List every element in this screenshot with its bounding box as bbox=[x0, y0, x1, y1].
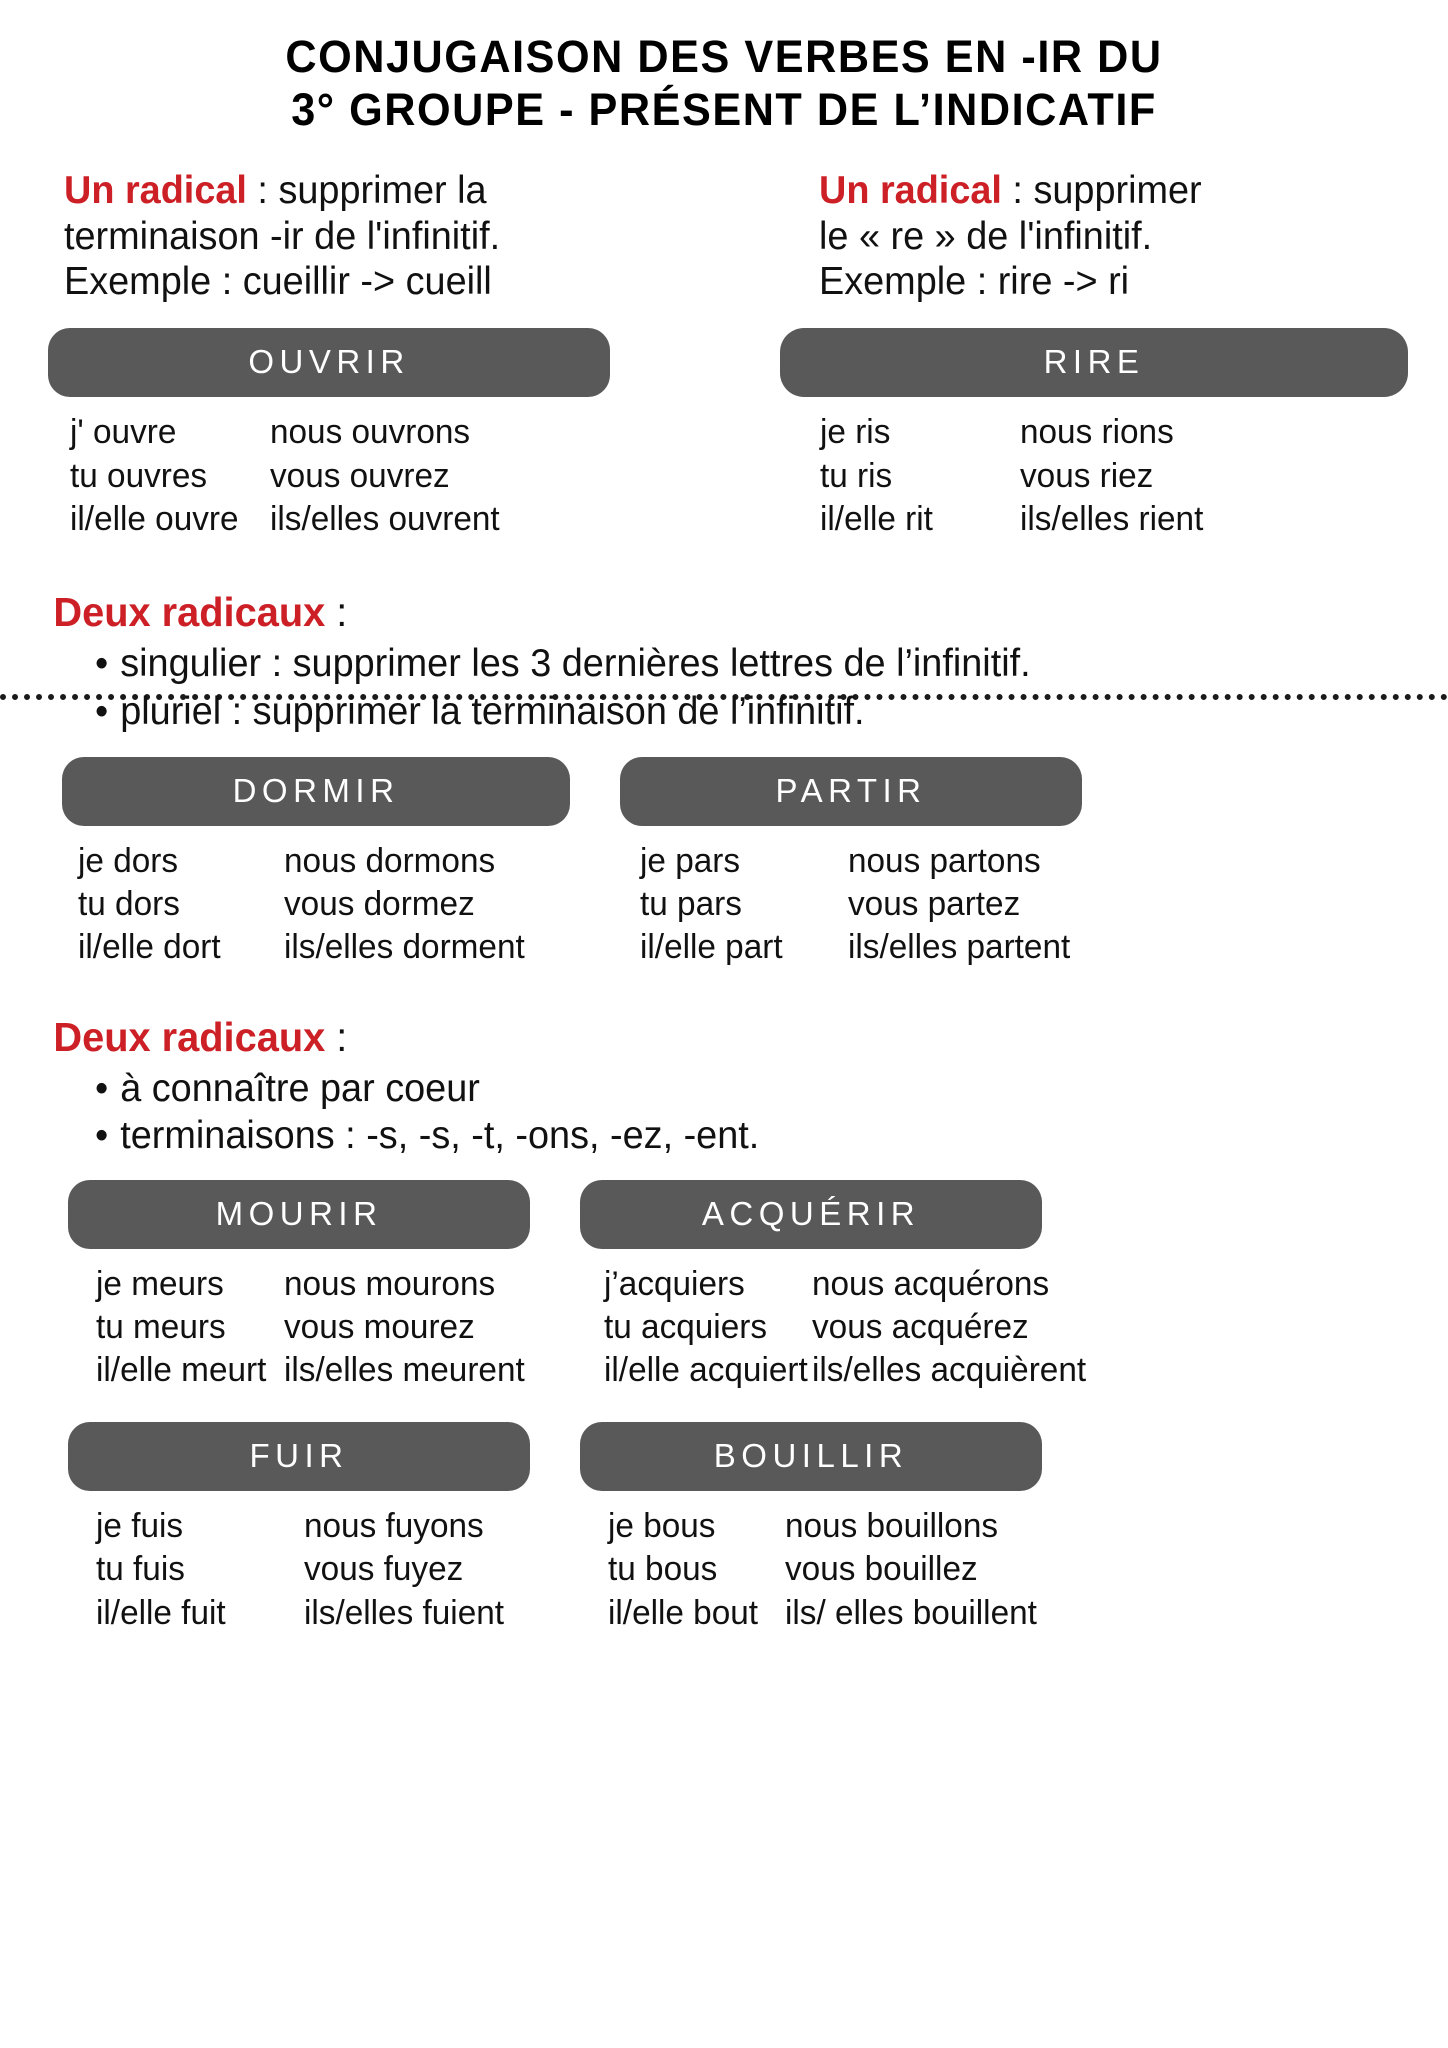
bullet-dot-icon: • bbox=[95, 641, 109, 685]
verb-row-mourir-acquerir bbox=[0, 1180, 1448, 1393]
conjugation-column-singular bbox=[820, 411, 1020, 541]
rule-block-one-radical-re bbox=[743, 168, 1422, 304]
conjugation-column-plural bbox=[785, 1505, 1042, 1635]
conjugation-table-ouvrir bbox=[48, 411, 610, 541]
conjugation-line: il/elle fuit bbox=[96, 1593, 226, 1632]
conjugation-line: il/elle bout bbox=[608, 1593, 759, 1632]
bullet-item bbox=[95, 1112, 1407, 1160]
conjugation-line: je bous bbox=[608, 1507, 716, 1546]
rule-line-1-rest: : supprimer bbox=[1001, 169, 1202, 213]
bullet-text: à connaître par coeur bbox=[120, 1066, 480, 1110]
conjugation-column-singular bbox=[70, 411, 270, 541]
conjugation-table-mourir bbox=[68, 1263, 530, 1393]
conjugation-table-bouillir bbox=[580, 1505, 1042, 1635]
section-colon: : bbox=[325, 588, 348, 635]
bullet-item bbox=[95, 640, 1407, 688]
conjugation-line: vous acquérez bbox=[811, 1307, 1029, 1346]
conjugation-line: vous dormez bbox=[284, 885, 475, 924]
section-deux-radicaux-2 bbox=[0, 1014, 1448, 1160]
conjugation-line: nous acquérons bbox=[811, 1264, 1050, 1303]
section-label-deux-radicaux: Deux radicaux bbox=[53, 588, 326, 635]
conjugation-line: j' ouvre bbox=[70, 413, 177, 452]
rule-label-un-radical: Un radical bbox=[819, 169, 1002, 213]
conjugation-column-singular bbox=[608, 1505, 785, 1635]
conjugation-line: tu bous bbox=[608, 1550, 718, 1589]
verb-header-bouillir[interactable]: BOUILLIR bbox=[580, 1422, 1042, 1491]
bullet-text: terminaisons : -s, -s, -t, -ons, -ez, -ent. bbox=[120, 1114, 760, 1158]
conjugation-line: ils/elles dorment bbox=[284, 928, 525, 967]
conjugation-line: ils/elles ouvrent bbox=[270, 499, 500, 538]
conjugation-line: nous partons bbox=[848, 842, 1041, 881]
page-title-line-2: 3° GROUPE - PRÉSENT DE L’INDICATIF bbox=[291, 84, 1157, 136]
rule-line-2: terminaison -ir de l'infinitif. bbox=[64, 214, 501, 258]
conjugation-line: tu acquiers bbox=[604, 1307, 768, 1346]
conjugation-column-singular bbox=[96, 1505, 304, 1635]
conjugation-line: ils/elles fuient bbox=[304, 1593, 505, 1632]
conjugation-table-rire bbox=[780, 411, 1408, 541]
conjugation-line: je ris bbox=[820, 413, 891, 452]
rule-line-1 bbox=[64, 168, 723, 213]
conjugation-column-plural bbox=[304, 1505, 508, 1635]
rule-block-one-radical-ir bbox=[64, 168, 743, 304]
conjugation-line: je meurs bbox=[96, 1264, 224, 1303]
conjugation-column-plural bbox=[284, 840, 530, 970]
conjugation-column-plural bbox=[284, 1263, 530, 1393]
conjugation-line: nous bouillons bbox=[784, 1507, 999, 1546]
conjugation-column-plural bbox=[270, 411, 504, 541]
conjugation-line: nous rions bbox=[1020, 413, 1174, 452]
conjugation-line: ils/elles rient bbox=[1020, 499, 1204, 538]
conjugation-line: nous dormons bbox=[284, 842, 496, 881]
verb-header-rire[interactable]: RIRE bbox=[780, 328, 1408, 397]
rule-line-3-example: Exemple : rire -> ri bbox=[819, 260, 1130, 304]
conjugation-line: ils/ elles bouillent bbox=[784, 1593, 1037, 1632]
conjugation-line: nous mourons bbox=[284, 1264, 496, 1303]
conjugation-table-partir bbox=[620, 840, 1082, 970]
verb-row-ouvrir-rire bbox=[0, 328, 1448, 541]
rule-label-un-radical: Un radical bbox=[64, 169, 247, 213]
verb-card-fuir bbox=[68, 1422, 530, 1635]
conjugation-line: ils/elles acquièrent bbox=[811, 1351, 1086, 1390]
conjugation-line: tu meurs bbox=[96, 1307, 226, 1346]
conjugation-line: il/elle rit bbox=[820, 499, 933, 538]
conjugation-line: j’acquiers bbox=[604, 1264, 745, 1303]
section-heading bbox=[0, 1014, 1405, 1061]
conjugation-line: je dors bbox=[78, 842, 179, 881]
verb-header-mourir[interactable]: MOURIR bbox=[68, 1180, 530, 1249]
conjugation-line: vous fuyez bbox=[304, 1550, 464, 1589]
conjugation-table-dormir bbox=[62, 840, 570, 970]
bullet-text: pluriel : supprimer la terminaison de l’infinitif. bbox=[120, 689, 865, 733]
conjugation-column-plural bbox=[1020, 411, 1207, 541]
verb-card-partir bbox=[620, 757, 1082, 970]
conjugation-line: nous fuyons bbox=[304, 1507, 484, 1546]
bullet-text: singulier : supprimer les 3 dernières lettres de l’infinitif. bbox=[120, 641, 1031, 685]
conjugation-table-acquerir bbox=[580, 1263, 1086, 1393]
conjugation-line: il/elle meurt bbox=[96, 1351, 267, 1390]
conjugation-table-fuir bbox=[68, 1505, 530, 1635]
conjugation-line: vous partez bbox=[848, 885, 1021, 924]
page-title-line-1: CONJUGAISON DES VERBES EN -IR DU bbox=[285, 31, 1163, 82]
conjugation-line: tu ris bbox=[820, 456, 893, 495]
section-bullet-list bbox=[0, 640, 1448, 735]
conjugation-line: il/elle dort bbox=[78, 928, 221, 967]
bullet-item bbox=[95, 1065, 1407, 1113]
conjugation-column-plural bbox=[812, 1263, 1092, 1393]
conjugation-column-singular bbox=[604, 1263, 812, 1393]
verb-header-acquerir[interactable]: ACQUÉRIR bbox=[580, 1180, 1042, 1249]
conjugation-line: il/elle acquiert bbox=[604, 1351, 808, 1390]
verb-card-bouillir bbox=[580, 1422, 1042, 1635]
verb-card-acquerir bbox=[580, 1180, 1086, 1393]
conjugation-column-singular bbox=[96, 1263, 284, 1393]
conjugation-line: je pars bbox=[640, 842, 741, 881]
verb-card-rire bbox=[610, 328, 1448, 541]
bullet-dot-icon: • bbox=[95, 1066, 109, 1110]
conjugation-line: tu ouvres bbox=[70, 456, 208, 495]
rule-line-2: le « re » de l'infinitif. bbox=[819, 214, 1153, 258]
conjugation-line: je fuis bbox=[96, 1507, 184, 1546]
conjugation-line: vous bouillez bbox=[784, 1550, 978, 1589]
verb-header-fuir[interactable]: FUIR bbox=[68, 1422, 530, 1491]
verb-card-mourir bbox=[68, 1180, 530, 1393]
verb-card-dormir bbox=[62, 757, 570, 970]
conjugation-line: il/elle part bbox=[640, 928, 783, 967]
top-rules-row bbox=[0, 168, 1448, 304]
conjugation-line: vous riez bbox=[1020, 456, 1154, 495]
section-deux-radicaux-1 bbox=[0, 589, 1448, 735]
section-label-deux-radicaux: Deux radicaux bbox=[53, 1013, 326, 1060]
conjugation-line: nous ouvrons bbox=[270, 413, 471, 452]
bullet-dot-icon: • bbox=[95, 689, 109, 733]
section-bullet-list bbox=[0, 1065, 1448, 1160]
conjugation-line: vous ouvrez bbox=[270, 456, 450, 495]
conjugation-line: ils/elles meurent bbox=[284, 1351, 526, 1390]
verb-header-partir[interactable]: PARTIR bbox=[620, 757, 1082, 826]
conjugation-line: vous mourez bbox=[284, 1307, 476, 1346]
rule-line-3-example: Exemple : cueillir -> cueill bbox=[64, 260, 492, 304]
verb-row-fuir-bouillir bbox=[0, 1422, 1448, 1635]
verb-header-dormir[interactable]: DORMIR bbox=[62, 757, 570, 826]
section-heading bbox=[0, 589, 1405, 636]
conjugation-line: ils/elles partent bbox=[848, 928, 1071, 967]
conjugation-line: tu fuis bbox=[96, 1550, 185, 1589]
rule-line-1 bbox=[819, 168, 1404, 213]
rule-line-1-rest: : supprimer la bbox=[246, 169, 487, 213]
bullet-item bbox=[95, 688, 1407, 736]
verb-header-ouvrir[interactable]: OUVRIR bbox=[48, 328, 610, 397]
section-colon: : bbox=[325, 1013, 348, 1060]
bullet-dot-icon: • bbox=[95, 1114, 109, 1158]
conjugation-line: tu pars bbox=[640, 885, 742, 924]
conjugation-column-singular bbox=[78, 840, 284, 970]
conjugation-column-singular bbox=[640, 840, 848, 970]
conjugation-line: tu dors bbox=[78, 885, 180, 924]
verb-row-dormir-partir bbox=[0, 757, 1448, 970]
conjugation-column-plural bbox=[848, 840, 1075, 970]
conjugation-line: il/elle ouvre bbox=[70, 499, 239, 538]
verb-card-ouvrir bbox=[0, 328, 610, 541]
page-title bbox=[29, 0, 1419, 136]
